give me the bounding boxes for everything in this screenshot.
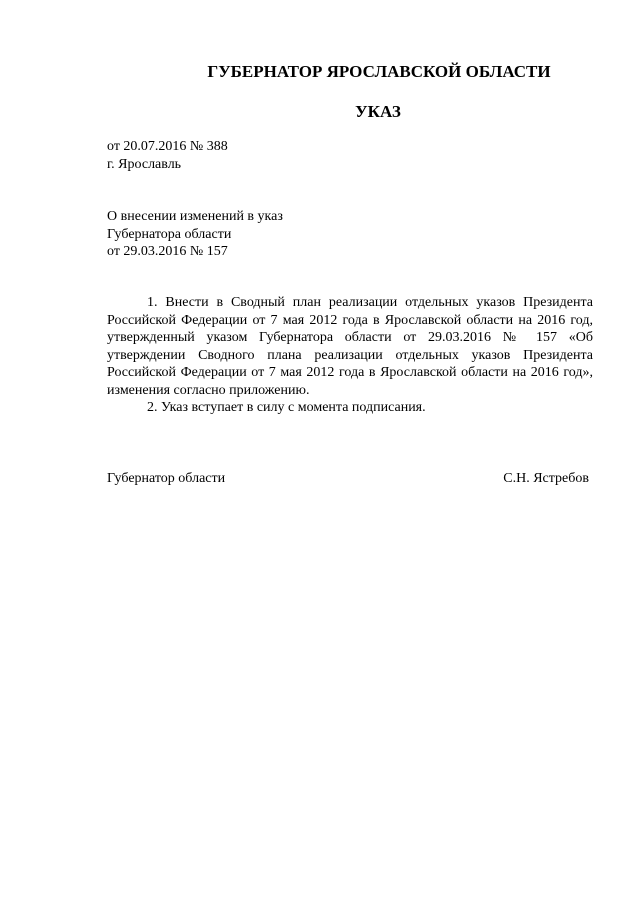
document-body: [107, 294, 593, 417]
signatory-position: Губернатор области: [107, 471, 226, 486]
body-paragraph-1: 1. Внести в Сводный план реализации отдельных указов Президента Российской Федерации от 7 мая 2012 года в Ярославской области на 2016 год, утвержденный указом Губернатора области от 29.03.2016 № 157 «Об утверждении Сводного плана реализации отдельных указов Президента Российской Федерации от 7 мая 2012 года в Ярославской области на 2016 год», изменения согласно приложению.: [107, 295, 593, 398]
signatory-name: С.Н. Ястребов: [503, 471, 589, 486]
date-number: от 20.07.2016 № 388: [107, 139, 228, 154]
subject-line-3: от 29.03.2016 № 157: [107, 244, 228, 259]
city: г. Ярославль: [107, 156, 182, 172]
document-type: УКАЗ: [355, 102, 401, 121]
document-title: ГУБЕРНАТОР ЯРОСЛАВСКОЙ ОБЛАСТИ: [207, 62, 551, 81]
subject-line-1: О внесении изменений в указ: [107, 209, 283, 224]
subject-line-2: Губернатора области: [107, 226, 232, 242]
body-paragraph-2: 2. Указ вступает в силу с момента подписания.: [147, 400, 426, 415]
document-meta: [107, 138, 593, 173]
document-subject: [107, 208, 593, 261]
